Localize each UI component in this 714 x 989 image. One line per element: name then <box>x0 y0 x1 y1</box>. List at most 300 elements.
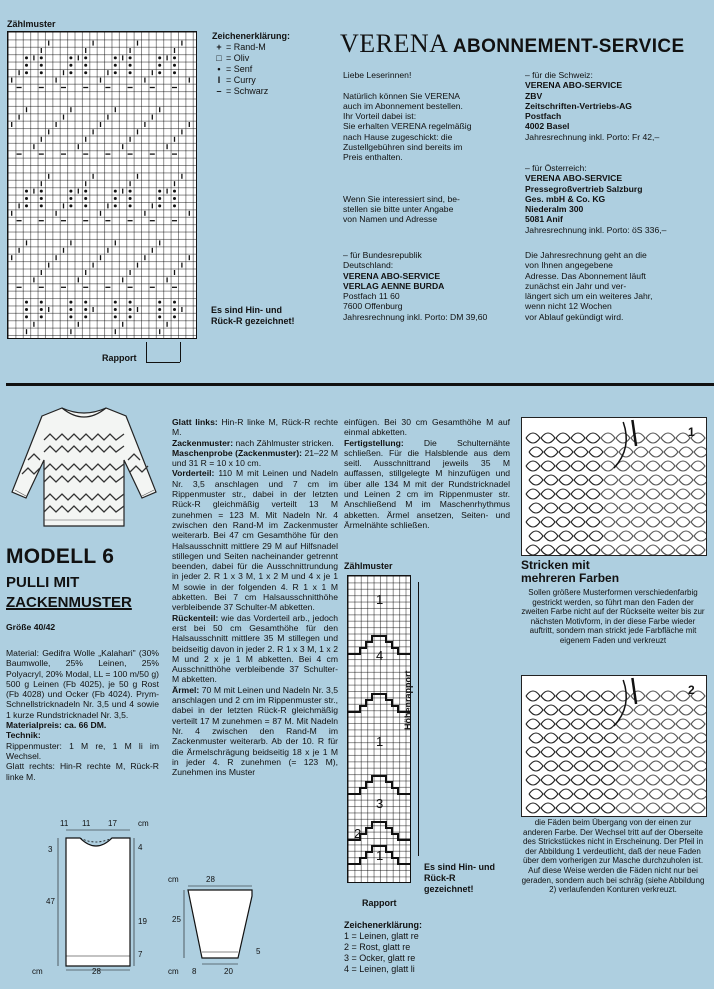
instruction-paragraph: Glatt links: Hin-R linke M, Rück-R rechte M. <box>172 417 338 438</box>
swiss-address-bold: ZBV <box>525 90 543 101</box>
instruction-paragraph: einfügen. Bei 30 cm Gesamthöhe M auf einmal abketten. <box>344 417 510 438</box>
senf-stitch <box>158 308 161 311</box>
knit-loop <box>661 803 675 813</box>
senf-stitch <box>40 301 43 304</box>
knit-loop <box>631 461 645 471</box>
knit-loop <box>574 789 588 799</box>
knit-loop <box>529 705 543 715</box>
sleeve-schematic <box>166 872 276 982</box>
top-legend-item <box>212 75 290 86</box>
knit-loop <box>571 433 585 443</box>
knit-loop <box>661 691 675 701</box>
senf-stitch <box>69 64 72 67</box>
senf-stitch <box>84 71 87 74</box>
senf-stitch <box>69 204 72 207</box>
knit-loop <box>694 705 706 715</box>
knit-loop <box>574 503 588 513</box>
knit-loop <box>616 433 630 443</box>
knit-loop <box>634 705 648 715</box>
knit-loop <box>664 705 678 715</box>
knit-loop <box>646 803 660 813</box>
legend-symbol: + <box>216 42 222 52</box>
knit-loop <box>679 705 693 715</box>
knit-loop <box>631 545 645 555</box>
senf-stitch <box>84 56 87 59</box>
senf-stitch <box>69 308 72 311</box>
knit-loop <box>544 531 558 541</box>
knit-loop <box>526 747 540 757</box>
senf-stitch <box>114 71 117 74</box>
figure-number: 2 <box>688 683 695 697</box>
senf-stitch <box>84 204 87 207</box>
knit-loop <box>556 719 570 729</box>
verena-logo: VERENA <box>340 29 449 58</box>
knit-loop <box>616 489 630 499</box>
knit-loop <box>571 691 585 701</box>
legend-label: = Senf <box>226 64 253 74</box>
knit-loop <box>649 475 663 485</box>
knit-loop <box>691 545 705 555</box>
knit-loop <box>691 747 705 757</box>
senf-stitch <box>129 190 132 193</box>
paragraph-heading: Zackenmuster: <box>172 437 234 448</box>
top-legend-title: Zeichenerklärung: <box>212 31 291 41</box>
knit-loop <box>616 545 630 555</box>
knit-loop <box>541 433 555 443</box>
model-material <box>6 648 159 782</box>
senf-stitch <box>40 315 43 318</box>
paragraph-heading: Rückenteil: <box>172 612 219 623</box>
senf-stitch <box>173 190 176 193</box>
senf-stitch <box>25 190 28 193</box>
knit-loop <box>604 475 618 485</box>
knit-loop <box>571 517 585 527</box>
abo-closing-line: vor Ablauf gekündigt wird. <box>525 311 624 322</box>
knit-loop <box>619 503 633 513</box>
knit-loop <box>571 803 585 813</box>
knit-loop <box>676 489 690 499</box>
senf-stitch <box>158 315 161 318</box>
austria-price: Jahresrechnung inkl. Porto: öS 336,– <box>525 224 667 235</box>
knit-loop <box>646 489 660 499</box>
abo-text-line: von Namen und Adresse <box>343 214 438 225</box>
bottom-legend-title: Zeichenerklärung: <box>344 920 423 930</box>
knit-loop <box>691 803 705 813</box>
knit-loop <box>676 775 690 785</box>
senf-stitch <box>158 197 161 200</box>
knit-illustration-1 <box>521 417 707 556</box>
knit-loop <box>634 733 648 743</box>
knit-loop <box>601 691 615 701</box>
stricken-title-2: mehreren Farben <box>521 571 620 585</box>
legend-label: = Curry <box>226 75 256 85</box>
senf-stitch <box>173 56 176 59</box>
abo-text-line <box>343 183 511 193</box>
senf-stitch <box>158 301 161 304</box>
bottom-legend-item: 1 = Leinen, glatt re <box>344 931 419 941</box>
senf-stitch <box>173 71 176 74</box>
austria-address-bold: Ges. mbH & Co. KG <box>525 193 606 204</box>
senf-stitch <box>129 197 132 200</box>
dim-top-1: 11 <box>60 819 69 828</box>
knit-loop <box>631 433 645 443</box>
knit-loop <box>649 447 663 457</box>
swiss-address-bold: Postfach <box>525 111 562 122</box>
senf-stitch <box>40 71 43 74</box>
knit-loop <box>616 691 630 701</box>
senf-stitch <box>173 197 176 200</box>
legend-symbol: □ <box>216 53 222 63</box>
dim-right-1: 4 <box>138 843 143 852</box>
senf-stitch <box>84 197 87 200</box>
knit-loop <box>679 789 693 799</box>
abo-text-line: Liebe Leserinnen! <box>343 70 412 80</box>
abo-closing-line: längert sich um ein weiteres Jahr, <box>525 291 653 302</box>
dim-left-2: 47 <box>46 897 55 906</box>
senf-stitch <box>173 308 176 311</box>
knit-loop <box>526 775 540 785</box>
abo-closing-line: von Ihnen angegebene <box>525 260 613 271</box>
abo-austria <box>525 163 705 235</box>
bottom-legend-item: 4 = Leinen, glatt li <box>344 964 415 974</box>
abo-text-line: auch im Abonnement bestellen. <box>343 100 463 111</box>
pattern-number: 1 <box>376 592 384 607</box>
bottom-legend <box>344 920 422 975</box>
knit-loop <box>529 761 543 771</box>
abo-closing <box>525 250 705 322</box>
knit-loop <box>619 447 633 457</box>
senf-stitch <box>25 308 28 311</box>
knit-loop <box>691 489 705 499</box>
body-schematic <box>30 816 160 981</box>
knit-loop <box>604 761 618 771</box>
bottom-legend-item: 2 = Rost, glatt re <box>344 942 411 952</box>
instruction-paragraph: Zackenmuster: nach Zählmuster stricken. <box>172 437 334 448</box>
knit-loop <box>649 733 663 743</box>
knit-loop <box>586 775 600 785</box>
abo-text-line: Sie erhalten VERENA regelmäßig <box>343 121 472 132</box>
knit-loop <box>526 691 540 701</box>
germany-address-line: 7600 Offenburg <box>343 301 403 312</box>
senf-stitch <box>114 204 117 207</box>
abo-text-line <box>343 173 511 183</box>
instructions-col3 <box>344 417 510 530</box>
knit-loop <box>694 733 706 743</box>
senf-stitch <box>69 197 72 200</box>
senf-stitch <box>84 64 87 67</box>
senf-stitch <box>158 190 161 193</box>
bottom-chart-pattern <box>348 576 410 882</box>
sleeve-left-1: 25 <box>172 915 181 924</box>
rippen-text: Rippenmuster: 1 M re, 1 M li im Wechsel. <box>6 740 159 761</box>
top-legend <box>212 31 290 97</box>
knit-loop <box>649 789 663 799</box>
rapport-bracket-left <box>146 342 147 362</box>
austria-intro: – für Österreich: <box>525 163 587 173</box>
top-chart-rapport: Rapport <box>102 353 137 363</box>
knit-loop <box>529 447 543 457</box>
knit-loop <box>559 705 573 715</box>
knit-loop <box>619 705 633 715</box>
knit-loop <box>559 447 573 457</box>
knit-loop <box>559 761 573 771</box>
knit-loop <box>631 775 645 785</box>
germany-address-line: Jahresrechnung inkl. Porto: DM 39,60 <box>343 311 488 322</box>
knit-loop <box>664 761 678 771</box>
knit-loop <box>649 761 663 771</box>
knit-loop <box>526 803 540 813</box>
knit-loop <box>541 461 555 471</box>
swiss-address-bold: Zeitschriften-Vertriebs-AG <box>525 100 632 111</box>
sleeve-bottom-1: 8 <box>192 967 197 976</box>
pattern-step <box>348 694 410 712</box>
dim-bottom-1: 28 <box>92 967 101 976</box>
abo-header <box>340 29 685 59</box>
knit-loop <box>604 789 618 799</box>
instruction-paragraph: Maschenprobe (Zackenmuster): 21–22 M und 31 R = 10 x 10 cm. <box>172 447 338 469</box>
knit-loop <box>619 761 633 771</box>
bottom-chart-title: Zählmuster <box>344 561 393 571</box>
paragraph-heading: Glatt links: <box>172 417 218 427</box>
knit-loop <box>556 775 570 785</box>
knit-loop <box>559 789 573 799</box>
knit-loop <box>694 503 706 513</box>
senf-stitch <box>40 64 43 67</box>
abo-text-line: Preis enthalten. <box>343 152 403 163</box>
sleeve-bottom-cm: cm <box>168 967 179 976</box>
dim-top-cm: cm <box>138 819 149 828</box>
knit-loop <box>661 719 675 729</box>
stricken-text-2: die Fäden beim Übergang von der einen zur anderen Farbe. Der Wechsel tritt auf der Oberseite des Strickstückes nicht in Erscheinung. Der Pfeil in der Abbildung 1 verdeutlicht, daß der neue Faden über dem vorherigen zur Masche durchzuholen ist. Auf diese Weise werden die Fäden nicht nur bei geraden, sondern auch bei schräg (siehe Abbildung 2) verlaufenden Konturen verkreuzt. <box>521 818 705 895</box>
sleeve-top-cm: cm <box>168 875 179 884</box>
bottom-chart-rapport: Rapport <box>362 898 397 908</box>
sleeve-top-1: 28 <box>206 875 215 884</box>
senf-stitch <box>129 64 132 67</box>
knit-loop <box>679 447 693 457</box>
knit-loop <box>559 503 573 513</box>
abo-closing-line: Adresse. Das Abonnement läuft <box>525 270 646 281</box>
knit-loop <box>604 447 618 457</box>
knit-loop <box>649 503 663 513</box>
knit-loop <box>571 747 585 757</box>
paragraph-heading: Ärmel: <box>172 684 200 695</box>
austria-address-bold: 5081 Anif <box>525 214 563 225</box>
abo-closing-line: Die Jahresrechnung geht an die <box>525 250 647 260</box>
senf-stitch <box>158 64 161 67</box>
knit-loop <box>694 475 706 485</box>
senf-stitch <box>84 301 87 304</box>
knit-loop <box>604 503 618 513</box>
knit-loop <box>571 489 585 499</box>
knit-loop <box>634 789 648 799</box>
knit-loop <box>691 719 705 729</box>
knit-loop <box>634 761 648 771</box>
knit-loop <box>694 531 706 541</box>
top-chart-note: Es sind Hin- und Rück-R gezeichnet! <box>211 305 295 326</box>
knit-loop <box>574 733 588 743</box>
legend-symbol: – <box>216 86 222 96</box>
knit-loop <box>559 475 573 485</box>
knit-loop <box>616 775 630 785</box>
knit-loop <box>559 531 573 541</box>
senf-stitch <box>69 71 72 74</box>
legend-label: = Schwarz <box>226 86 269 96</box>
knit-loop <box>529 531 543 541</box>
knit-loop <box>586 803 600 813</box>
knit-loop <box>646 461 660 471</box>
senf-stitch <box>129 71 132 74</box>
knit-loop <box>541 489 555 499</box>
knit-loop <box>601 803 615 813</box>
knit-loop <box>601 517 615 527</box>
legend-label: = Oliv <box>226 53 250 63</box>
pattern-number: 3 <box>376 796 384 811</box>
knit-loop <box>631 719 645 729</box>
swiss-price: Jahresrechnung inkl. Porto: Fr 42,– <box>525 131 660 142</box>
model-title-2: ZACKENMUSTER <box>6 594 132 611</box>
knit-loop <box>556 433 570 443</box>
knit-loop <box>541 803 555 813</box>
abo-text-line: Ihr Vorteil dabei ist: <box>343 111 417 122</box>
knit-loop <box>541 545 555 555</box>
knit-loop <box>586 517 600 527</box>
sweater-illustration <box>6 400 162 540</box>
knit-loop <box>664 475 678 485</box>
knit-loop <box>634 447 648 457</box>
knit-loop <box>571 545 585 555</box>
knit-loop <box>529 475 543 485</box>
knit-loop <box>574 531 588 541</box>
knit-loop <box>634 475 648 485</box>
knit-loop <box>646 775 660 785</box>
knit-loop <box>544 447 558 457</box>
knit-loop <box>679 761 693 771</box>
model-number: MODELL 6 <box>6 545 115 568</box>
knit-loop <box>664 733 678 743</box>
senf-stitch <box>84 190 87 193</box>
knit-loop <box>676 461 690 471</box>
instruction-paragraph: Fertigstellung: Die Schulternähte schließen. Für die Halsblende aus dem seitl. Ausschnittrand jeweils 35 M auffassen, stillgelegte M hinzufügen und über alle 134 M mit der Rundstricknadel und Leinen 2 cm im Rippenmuster str. Anschließend M im Maschenrhythmus abketten. Ärmel ansetzen, Seiten- und Ärmelnähte schließen. <box>344 437 510 530</box>
knit-loop <box>634 503 648 513</box>
abo-text-line: nach Hause zugeschickt: die <box>343 131 453 142</box>
austria-address-bold: Niederalm 300 <box>525 204 584 215</box>
knit-loop <box>646 433 660 443</box>
knit-loop <box>529 789 543 799</box>
rapport-bracket-bottom <box>146 362 180 363</box>
knit-loop <box>646 517 660 527</box>
knit-loop <box>661 517 675 527</box>
knit-loop <box>526 545 540 555</box>
knit-loop <box>526 489 540 499</box>
top-chart-title: Zählmuster <box>7 19 56 29</box>
knit-loop <box>526 461 540 471</box>
knit-loop <box>661 489 675 499</box>
senf-stitch <box>25 204 28 207</box>
knit-loop <box>544 733 558 743</box>
knit-loop <box>589 705 603 715</box>
germany-address-line: Postfach 11 60 <box>343 291 400 302</box>
dim-top-3: 17 <box>108 819 117 828</box>
knit-loop <box>664 789 678 799</box>
knit-loop <box>691 775 705 785</box>
instruction-paragraph: Rückenteil: wie das Vorderteil arb., jedoch erst bei 50 cm Gesamthöhe für den Halsausschnitt mittlere 35 M stillegen und beidseitig davon in jeder 2. R 1 x 3 M, 1 x 2 M und 2 x je 1 M abketten. Bei 4 cm Ausschnitthöhe verbleibende 37 Schulter-M abketten. <box>172 612 338 685</box>
instructions-col2 <box>172 417 338 777</box>
knit-loop <box>676 803 690 813</box>
knit-loop <box>691 517 705 527</box>
senf-stitch <box>114 64 117 67</box>
knit-loop <box>589 447 603 457</box>
knit-loop <box>544 503 558 513</box>
knit-loop <box>526 433 540 443</box>
knit-loop <box>634 531 648 541</box>
abo-germany <box>343 250 523 322</box>
knit-loop <box>574 475 588 485</box>
senf-stitch <box>40 308 43 311</box>
knit-loop <box>556 691 570 701</box>
senf-stitch <box>25 301 28 304</box>
knit-loop <box>679 503 693 513</box>
knit-loop <box>556 803 570 813</box>
knit-loop <box>556 747 570 757</box>
knit-loop <box>541 719 555 729</box>
knit-loop <box>586 545 600 555</box>
knit-loop <box>679 475 693 485</box>
germany-address-bold: VERLAG AENNE BURDA <box>343 280 445 291</box>
senf-stitch <box>25 64 28 67</box>
abo-text-line: Natürlich können Sie VERENA <box>343 90 461 101</box>
top-legend-item <box>212 42 290 53</box>
knit-loop <box>646 747 660 757</box>
pattern-number: 1 <box>376 734 384 749</box>
knit-loop <box>676 545 690 555</box>
abo-title: ABONNEMENT-SERVICE <box>452 36 685 57</box>
abo-text-line <box>343 80 511 90</box>
knit-loop <box>601 433 615 443</box>
knit-loop <box>571 775 585 785</box>
knit-loop <box>544 705 558 715</box>
knit-loop <box>601 461 615 471</box>
knit-loop <box>601 747 615 757</box>
knit-loop <box>529 503 543 513</box>
abo-col1 <box>343 70 511 224</box>
knit-loop <box>541 517 555 527</box>
senf-stitch <box>69 301 72 304</box>
knit-loop <box>574 705 588 715</box>
rapport-bracket-right <box>180 342 181 362</box>
senf-stitch <box>114 197 117 200</box>
model-size: Größe 40/42 <box>6 622 56 632</box>
senf-stitch <box>69 315 72 318</box>
germany-intro: – für Bundesrepublik Deutschland: <box>343 250 422 271</box>
senf-stitch <box>158 204 161 207</box>
knit-loop <box>601 545 615 555</box>
abo-closing-line: wenn nicht 12 Wochen <box>525 301 612 312</box>
senf-stitch <box>158 56 161 59</box>
bottom-chart-note: Es sind Hin- und Rück-R gezeichnet! <box>424 862 495 894</box>
senf-stitch <box>173 64 176 67</box>
senf-stitch <box>158 71 161 74</box>
dim-right-2: 19 <box>138 917 147 926</box>
legend-label: = Rand-M <box>226 42 266 52</box>
senf-stitch <box>84 308 87 311</box>
knit-loop <box>586 719 600 729</box>
knit-loop <box>694 789 706 799</box>
senf-stitch <box>129 204 132 207</box>
pattern-number: 1 <box>376 848 384 863</box>
paragraph-heading: Fertigstellung: <box>344 437 404 448</box>
knit-loop <box>619 733 633 743</box>
knit-loop <box>646 719 660 729</box>
